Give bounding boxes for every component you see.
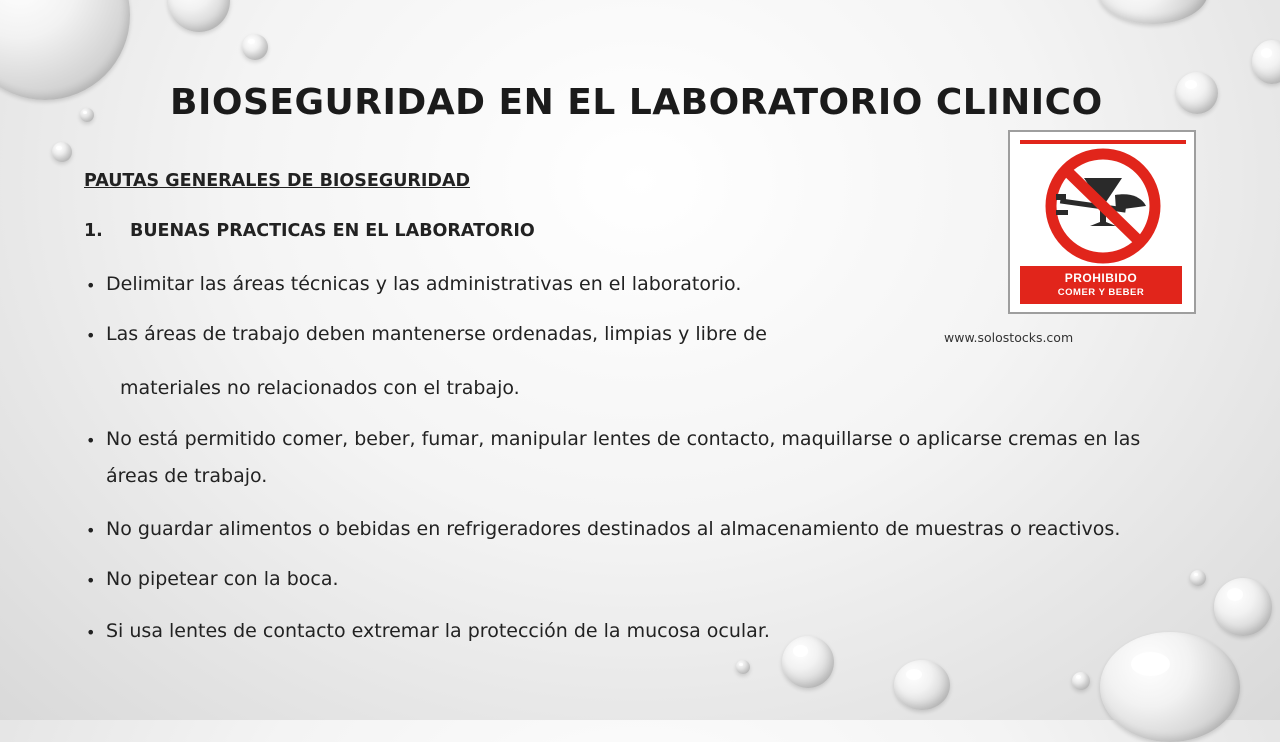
subheading: PAUTAS GENERALES DE BIOSEGURIDAD [84, 171, 471, 191]
bullet-glyph: • [86, 623, 96, 642]
bullet-continuation: áreas de trabajo. [106, 465, 268, 487]
section-heading: BUENAS PRACTICAS EN EL LABORATORIO [130, 221, 535, 241]
water-drop-decoration [0, 0, 130, 100]
bullet-item: Delimitar las áreas técnicas y las administrativas en el laboratorio. [106, 273, 742, 295]
water-drop-decoration [242, 34, 268, 60]
bullet-item: No guardar alimentos o bebidas en refrigeradores destinados al almacenamiento de muestras o reactivos. [106, 518, 1121, 540]
bullet-glyph: • [86, 521, 96, 540]
water-drop-decoration [1190, 570, 1206, 586]
water-drop-decoration [168, 0, 230, 32]
prohibido-sign-image [1008, 130, 1196, 314]
bullet-item: No pipetear con la boca. [106, 568, 339, 590]
water-drop-decoration [80, 108, 94, 122]
bullet-glyph: • [86, 431, 96, 450]
water-drop-decoration [1252, 40, 1280, 84]
water-drop-decoration [782, 636, 834, 688]
bullet-item: Las áreas de trabajo deben mantenerse ordenadas, limpias y libre de [106, 323, 767, 345]
water-drop-decoration [1214, 578, 1272, 636]
bullet-continuation: materiales no relacionados con el trabajo. [120, 377, 520, 399]
water-drop-decoration [1072, 672, 1090, 690]
bullet-item: Si usa lentes de contacto extremar la protección de la mucosa ocular. [106, 620, 770, 642]
water-drop-decoration [1100, 632, 1240, 742]
section-number: 1. [84, 221, 103, 241]
water-drop-decoration [736, 660, 750, 674]
water-drop-decoration [52, 142, 72, 162]
slide-title: BIOSEGURIDAD EN EL LABORATORIO CLINICO [170, 82, 1103, 123]
water-drop-decoration [1176, 72, 1218, 114]
water-drop-decoration [1098, 0, 1208, 24]
image-credit: www.solostocks.com [944, 330, 1074, 345]
bullet-glyph: • [86, 276, 96, 295]
bullet-item: No está permitido comer, beber, fumar, manipular lentes de contacto, maquillarse o aplicarse cremas en las [106, 428, 1141, 450]
sign-banner [1020, 266, 1182, 304]
sign-text-prohibido: PROHIBIDO [1064, 271, 1138, 285]
bullet-glyph: • [86, 571, 96, 590]
water-drop-decoration [894, 660, 950, 710]
sign-text-comer-y-beber: COMER Y BEBER [1057, 287, 1145, 298]
bullet-glyph: • [86, 326, 96, 345]
